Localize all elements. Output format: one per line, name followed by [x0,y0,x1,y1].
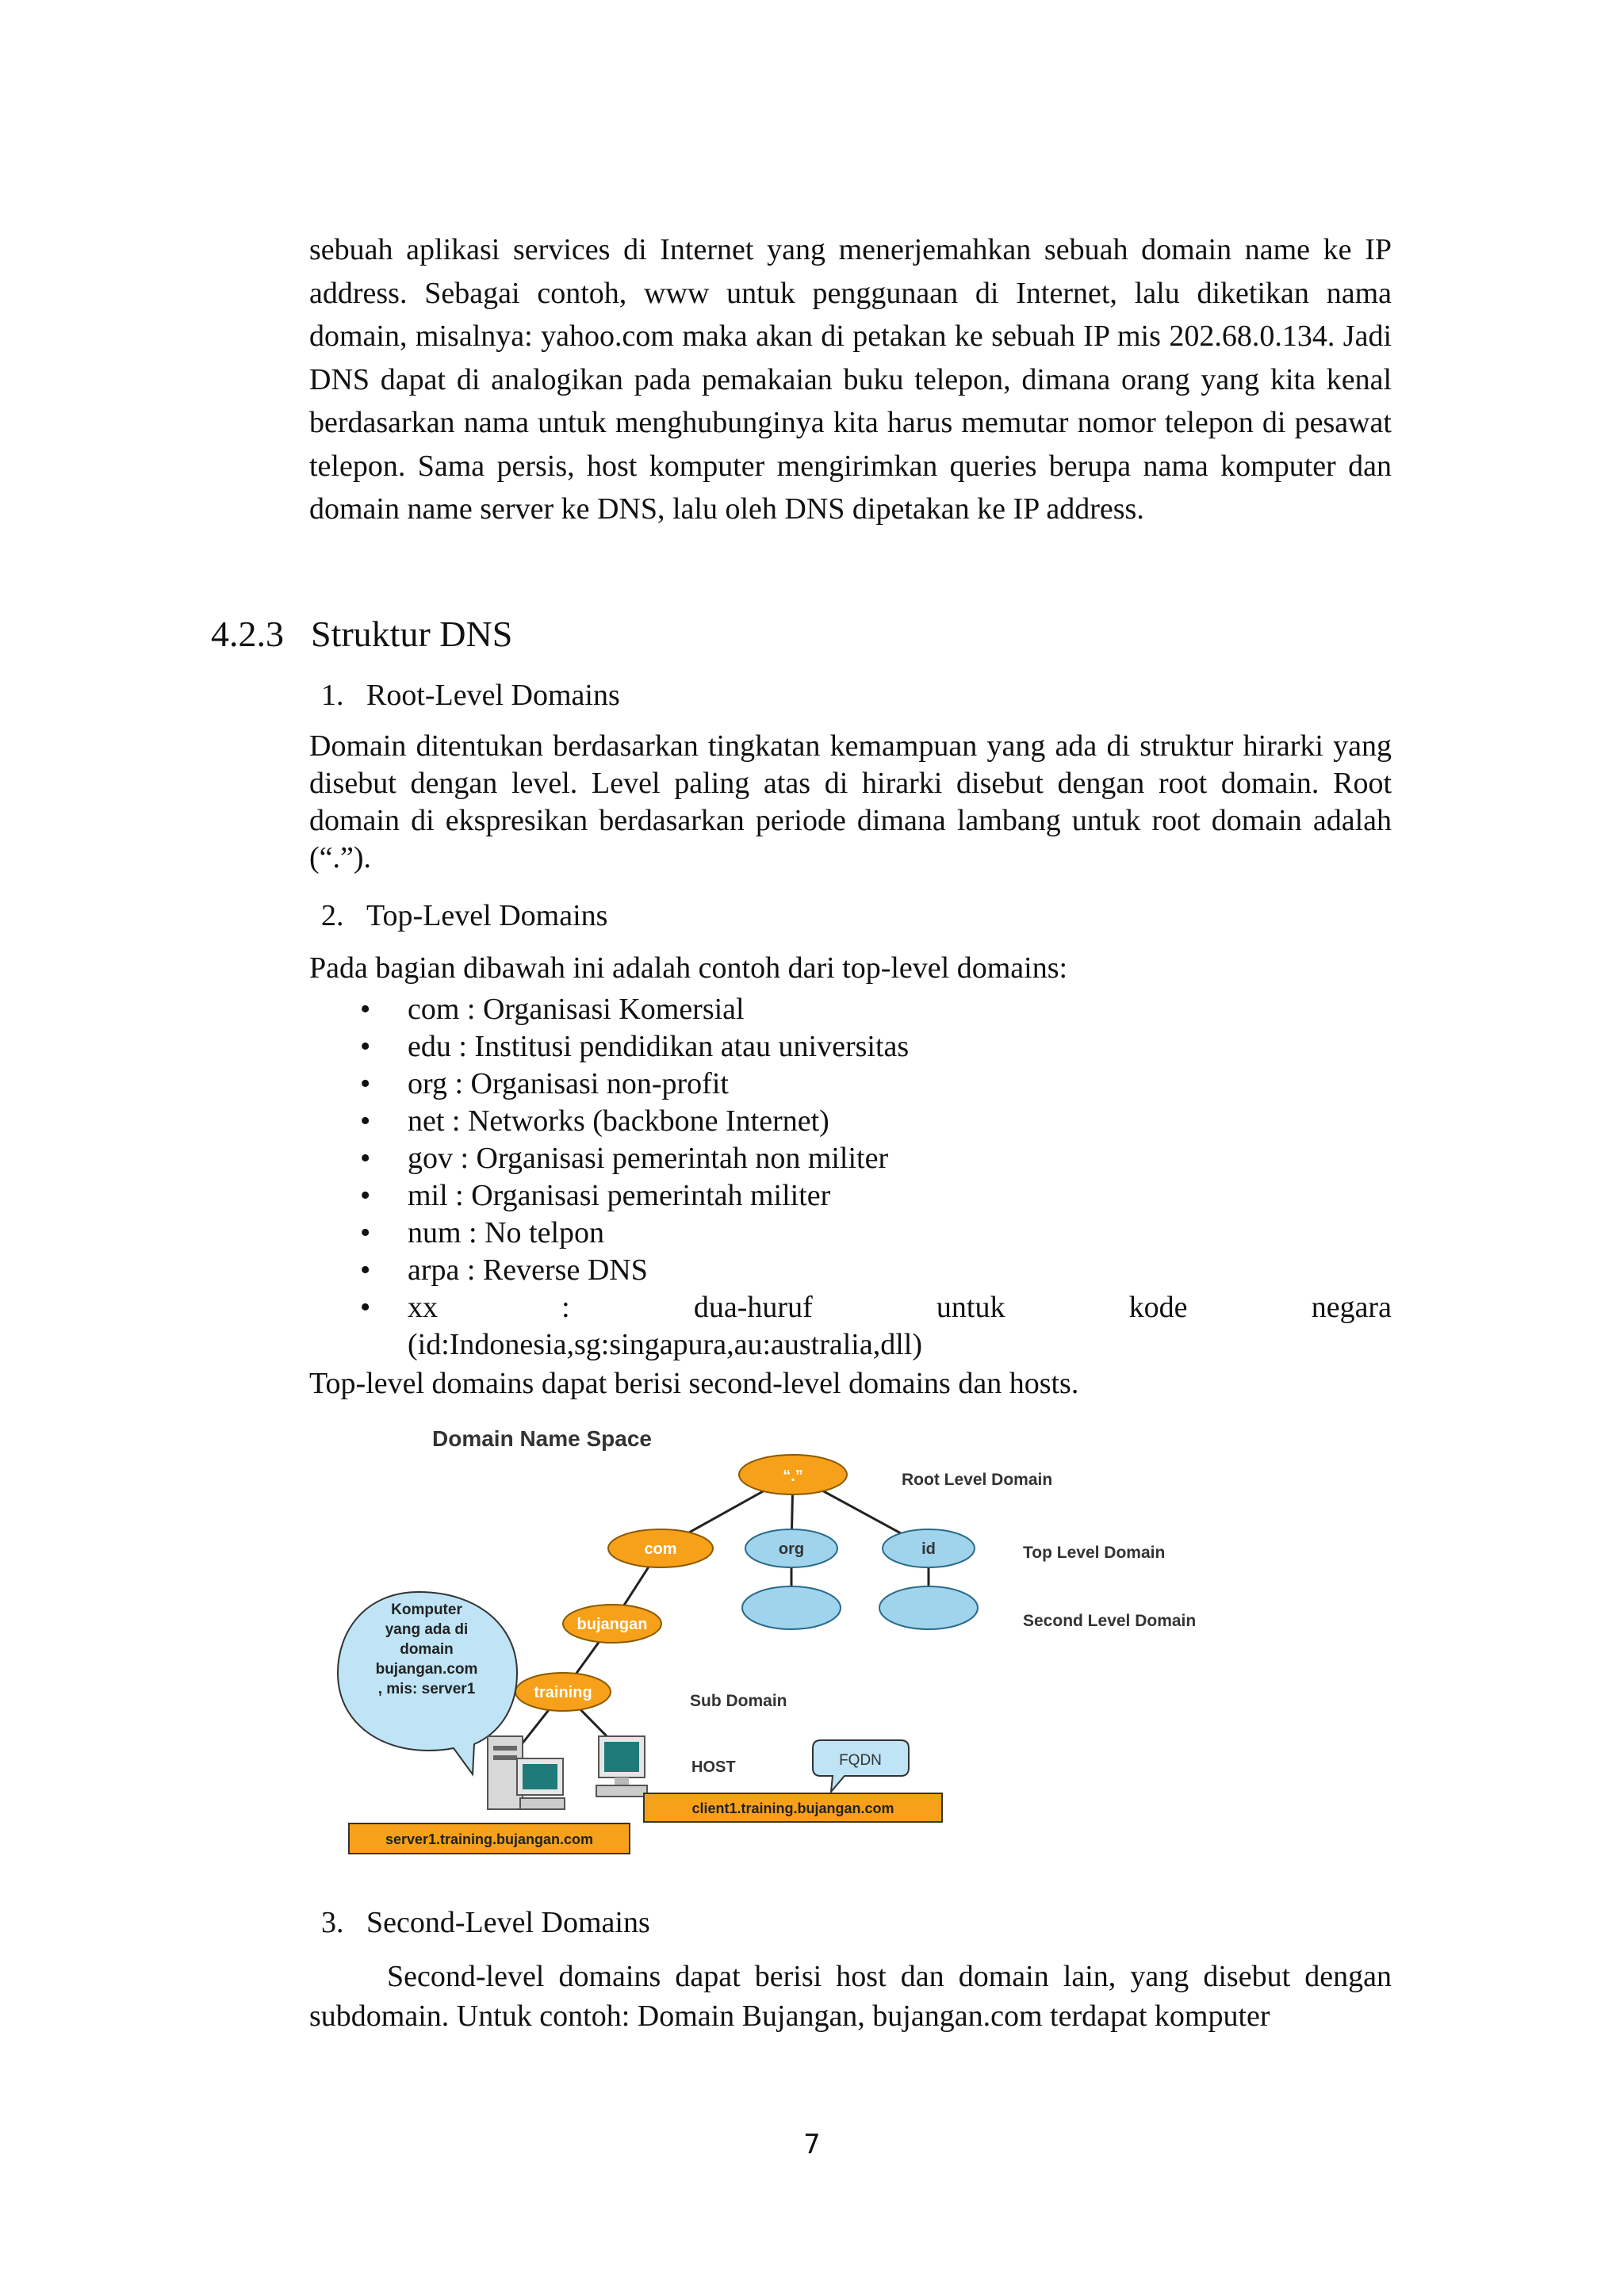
item-1-heading [321,675,620,715]
id-second-level-node [879,1586,978,1629]
item-1-title: Root-Level Domains [366,679,620,712]
sub-domain-label: Sub Domain [690,1692,787,1710]
section-title: Struktur DNS [311,614,513,654]
intro-paragraph: sebuah aplikasi services di Internet yang menerjemahkan sebuah domain name ke IP address. Sebagai contoh, www untuk penggunaan di Internet, lalu diketikan nama domain, misalnya: yahoo.com maka akan di petakan ke sebuah IP mis 202.68.0.134. Jadi DNS dapat di analogikan pada pemakaian buku telepon, dimana orang yang kita kenal berdasarkan nama untuk menghubunginya kita harus memutar nomor telepon di pesawat telepon. Sama persis, host komputer mengirimkan queries berupa nama komputer dan domain name server ke DNS, lalu oleh DNS dipetakan ke IP address. [309,233,1392,526]
second-level-label: Second Level Domain [1023,1612,1197,1630]
item-3-number: 3. [321,1906,344,1939]
bubble-line: Komputer [391,1601,462,1618]
domain-name-space-diagram [333,1419,1233,1871]
tld-list [309,991,1392,1364]
tld-xx-row [408,1289,1392,1326]
tld-xx-part: negara [1311,1291,1392,1324]
root-node-label: “.” [783,1468,803,1485]
training-node-label: training [534,1684,592,1701]
item-3-title: Second-Level Domains [366,1906,650,1939]
bubble-line: domain [400,1641,454,1658]
item-3-body: Second-level domains dapat berisi host dan domain lain, yang disebut dengan subdomain. Untuk contoh: Domain Bujangan, bujangan.com terdapat komputer [309,1960,1392,2033]
item-1-body: Domain ditentukan berdasarkan tingkatan kemampuan yang ada di struktur hirarki yang disebut dengan level. Level paling atas di hirarki disebut dengan root domain. Root domain di ekspresikan berdasarkan periode dimana lambang untuk root domain adalah (“.”). [309,729,1392,874]
root-level-label: Root Level Domain [902,1471,1053,1489]
fqdn-label: FQDN [839,1752,882,1769]
item-2-title: Top-Level Domains [366,899,608,932]
top-level-label: Top Level Domain [1023,1544,1166,1562]
list-item: • org : Organisasi non-profit [309,1066,1392,1103]
tld-xx-part: • xx [408,1291,438,1324]
host-label: HOST [691,1758,736,1776]
tld-xx-part: untuk [936,1291,1005,1324]
tld-xx-part: dua-huruf [693,1291,813,1324]
list-item: • arpa : Reverse DNS [309,1252,1392,1289]
item-2-body: Pada bagian dibawah ini adalah contoh dari top-level domains: [309,951,1068,985]
tld-xx-continuation: (id:Indonesia,sg:singapura,au:australia,dll) [408,1328,922,1361]
tld-summary: Top-level domains dapat berisi second-level domains dan hosts. [309,1367,1079,1400]
server-address-text: server1.training.bujangan.com [385,1831,594,1847]
section-heading [211,610,512,658]
item-2-number: 2. [321,899,344,932]
list-item: • num : No telpon [309,1215,1392,1252]
page-number: 7 [803,2129,821,2160]
tld-xx-part: kode [1128,1291,1188,1324]
list-item: • net : Networks (backbone Internet) [309,1103,1392,1140]
bubble-line: yang ada di [385,1621,469,1638]
list-item: • mil : Organisasi pemerintah militer [309,1177,1392,1215]
bujangan-node-label: bujangan [576,1616,648,1633]
com-node-label: com [644,1540,677,1558]
section-number: 4.2.3 [211,614,284,654]
org-node-label: org [778,1540,805,1558]
id-node-label: id [921,1540,936,1558]
list-item [309,1289,1392,1364]
list-item: • com : Organisasi Komersial [309,991,1392,1028]
client-computer-icon [596,1736,647,1797]
bubble-line: , mis: server1 [377,1681,476,1697]
list-item: • edu : Institusi pendidikan atau universitas [309,1028,1392,1066]
item-3-heading [321,1903,650,1942]
org-second-level-node [742,1586,841,1629]
diagram-title: Domain Name Space [432,1426,652,1451]
item-2-heading [321,896,607,936]
list-item: • gov : Organisasi pemerintah non militer [309,1140,1392,1177]
item-1-number: 1. [321,679,344,712]
client-address-text: client1.training.bujangan.com [691,1800,894,1816]
bubble-line: bujangan.com [375,1661,478,1678]
tld-xx-part: : [561,1291,570,1324]
